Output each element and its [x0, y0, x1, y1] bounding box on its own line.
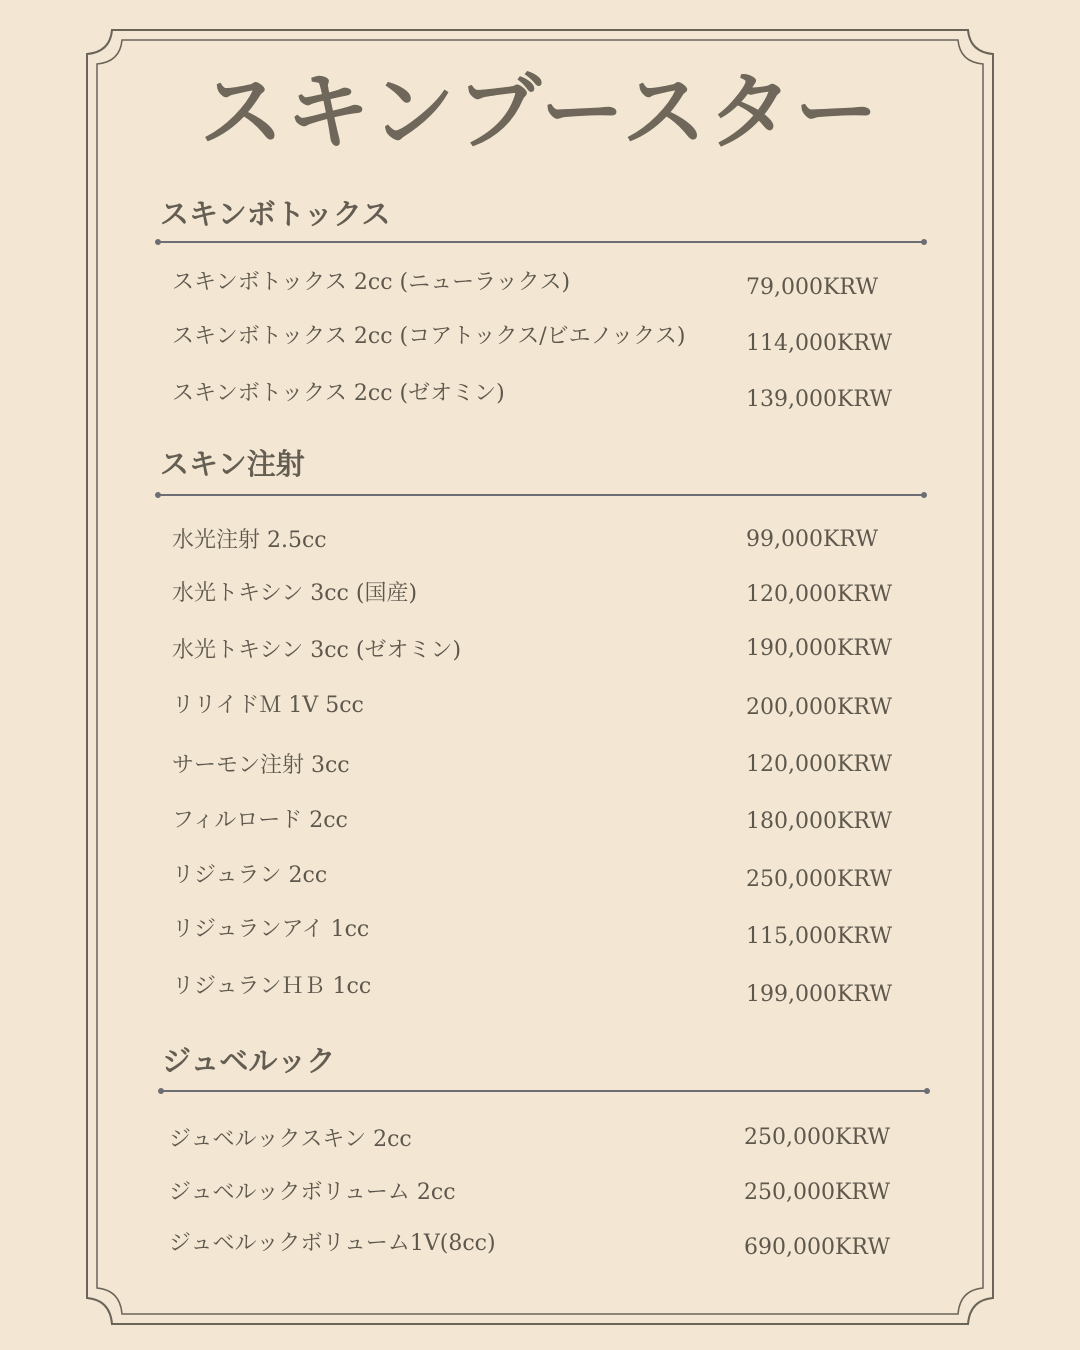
menu-item-name: 水光注射 2.5cc [172, 528, 327, 553]
menu-item-name: リジュランアイ 1cc [172, 917, 370, 942]
menu-item-name: ジュベルックボリューム 2cc [169, 1180, 456, 1205]
menu-item-name: リジュラン 2cc [172, 863, 328, 888]
menu-item-price: 115,000KRW [746, 924, 893, 949]
menu-item-price: 200,000KRW [746, 695, 893, 720]
menu-item-price: 139,000KRW [746, 387, 893, 412]
section-title-skin-botox: スキンボトックス [160, 197, 391, 231]
section-title-skin-injection: スキン注射 [160, 447, 305, 481]
menu-item-name: リリイドＭ 1V 5cc [172, 693, 364, 718]
section-title-juvelook: ジュベルック [162, 1044, 336, 1078]
menu-item-price: 250,000KRW [746, 867, 893, 892]
menu-item-name: サーモン注射 3cc [172, 753, 350, 778]
menu-item-price: 190,000KRW [746, 636, 893, 661]
page-title: スキンブースター [199, 63, 881, 161]
menu-item-name: フィルロード 2cc [172, 808, 348, 833]
menu-item-price: 114,000KRW [746, 331, 893, 356]
menu-item-name: ジュベルックスキン 2cc [169, 1127, 412, 1152]
menu-item-name: スキンボトックス 2cc (ゼオミン) [172, 381, 505, 406]
menu-item-price: 690,000KRW [744, 1235, 891, 1260]
menu-item-price: 120,000KRW [746, 752, 893, 777]
menu-item-name: スキンボトックス 2cc (ニューラックス) [172, 270, 571, 295]
menu-item-price: 250,000KRW [744, 1125, 891, 1150]
menu-item-price: 99,000KRW [746, 527, 879, 552]
menu-item-name: 水光トキシン 3cc (ゼオミン) [172, 638, 462, 663]
menu-item-name: スキンボトックス 2cc (コアトックス/ビエノックス) [172, 324, 686, 349]
menu-item-price: 199,000KRW [746, 982, 893, 1007]
menu-item-price: 250,000KRW [744, 1180, 891, 1205]
menu-item-name: ジュベルックボリューム1V(8cc) [169, 1231, 496, 1256]
menu-item-price: 120,000KRW [746, 582, 893, 607]
menu-item-name: 水光トキシン 3cc (国産) [172, 581, 418, 606]
menu-item-price: 79,000KRW [746, 275, 879, 300]
section-divider [161, 1090, 927, 1092]
section-divider [158, 241, 924, 243]
menu-item-name: リジュランＨＢ 1cc [172, 974, 372, 999]
menu-item-price: 180,000KRW [746, 809, 893, 834]
section-divider [158, 494, 924, 496]
